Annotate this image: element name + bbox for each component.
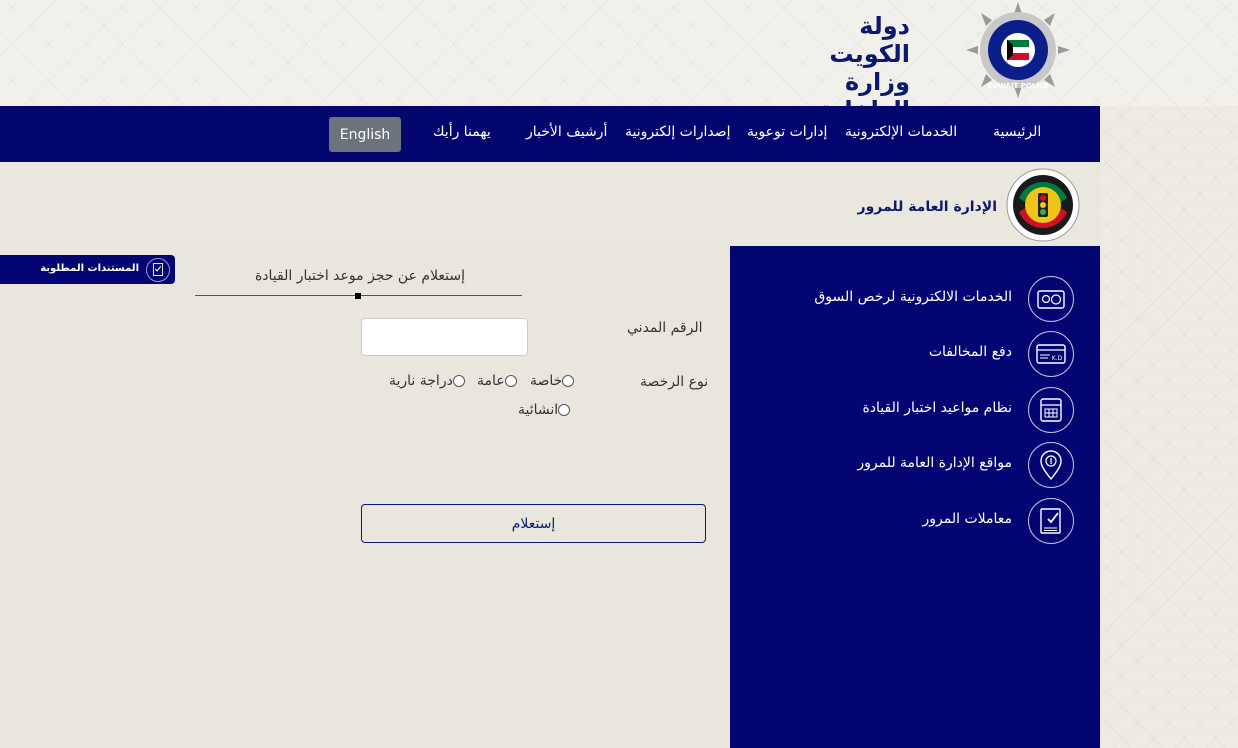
clipboard-check-icon	[1028, 498, 1074, 544]
main-navbar	[0, 106, 1100, 162]
department-title: الإدارة العامة للمرور	[857, 199, 997, 215]
inquiry-submit-button[interactable]: إستعلام	[361, 504, 706, 543]
sidebar-item-test-appointments[interactable]	[730, 385, 1100, 435]
license-type-label: نوع الرخصة	[640, 374, 709, 390]
payment-card-icon	[1028, 331, 1074, 377]
radio-public-license[interactable]	[477, 373, 517, 389]
nav-home[interactable]: الرئيسية	[993, 124, 1042, 140]
traffic-department-logo-icon	[1006, 168, 1080, 242]
form-title: إستعلام عن حجز موعد اختبار القيادة	[254, 268, 466, 284]
radio-label: عامة	[477, 373, 505, 389]
nav-news-archive[interactable]: أرشيف الأخبار	[526, 124, 608, 140]
civil-id-input[interactable]	[361, 318, 528, 356]
radio-circle[interactable]	[505, 375, 517, 387]
badge-text: KUWAIT POLICE	[987, 82, 1049, 90]
civil-id-label: الرقم المدني	[627, 320, 703, 336]
radio-label: انشائية	[518, 402, 559, 418]
radio-label: خاصة	[530, 373, 563, 389]
sidebar-item-license-services[interactable]	[730, 274, 1100, 324]
form-title-marker	[355, 293, 361, 299]
nav-awareness[interactable]: إدارات توعوية	[747, 124, 828, 140]
background-pattern	[1100, 0, 1238, 748]
radio-label: دراجة نارية	[389, 373, 453, 389]
kd-label: K.D	[1051, 355, 1063, 362]
sidebar-item-transactions[interactable]	[730, 496, 1100, 546]
kuwait-police-badge-icon[interactable]	[964, 0, 1072, 100]
language-toggle-button[interactable]: English	[329, 117, 401, 152]
department-bar	[0, 162, 1100, 246]
logo-line-ministry: وزارة	[845, 68, 910, 96]
nav-publications[interactable]: إصدارات إلكترونية	[625, 124, 731, 140]
sidebar-item-locations[interactable]	[730, 440, 1100, 490]
sidebar-item-label: دفع المخالفات	[928, 344, 1012, 360]
radio-circle[interactable]	[562, 375, 574, 387]
radio-circle[interactable]	[558, 404, 570, 416]
document-check-icon	[146, 258, 170, 282]
sidebar-item-label: الخدمات الالكترونية لرخص السوق	[814, 289, 1012, 305]
calendar-icon	[1028, 387, 1074, 433]
radio-private-license[interactable]	[530, 373, 574, 389]
nav-eservices[interactable]: الخدمات الإلكترونية	[845, 124, 958, 140]
sidebar-item-pay-fines[interactable]	[730, 329, 1100, 379]
sidebar-item-label: مواقع الإدارة العامة للمرور	[857, 455, 1012, 471]
required-documents-tab[interactable]	[0, 255, 175, 284]
sidebar-item-label: نظام مواعيد اختبار القيادة	[862, 400, 1012, 416]
radio-construction-license[interactable]	[518, 402, 570, 418]
radio-motorcycle-license[interactable]	[389, 373, 465, 389]
location-pin-icon	[1028, 442, 1074, 488]
site-header	[0, 0, 1238, 106]
services-side-panel	[730, 246, 1100, 748]
sidebar-item-label: معاملات المرور	[922, 511, 1012, 527]
radio-circle[interactable]	[453, 375, 465, 387]
required-documents-label: المستندات المطلوبة	[40, 263, 139, 274]
nav-feedback[interactable]: يهمنا رأيك	[433, 124, 491, 140]
license-card-icon	[1028, 276, 1074, 322]
logo-line-state: دولة الكويت	[829, 12, 910, 68]
